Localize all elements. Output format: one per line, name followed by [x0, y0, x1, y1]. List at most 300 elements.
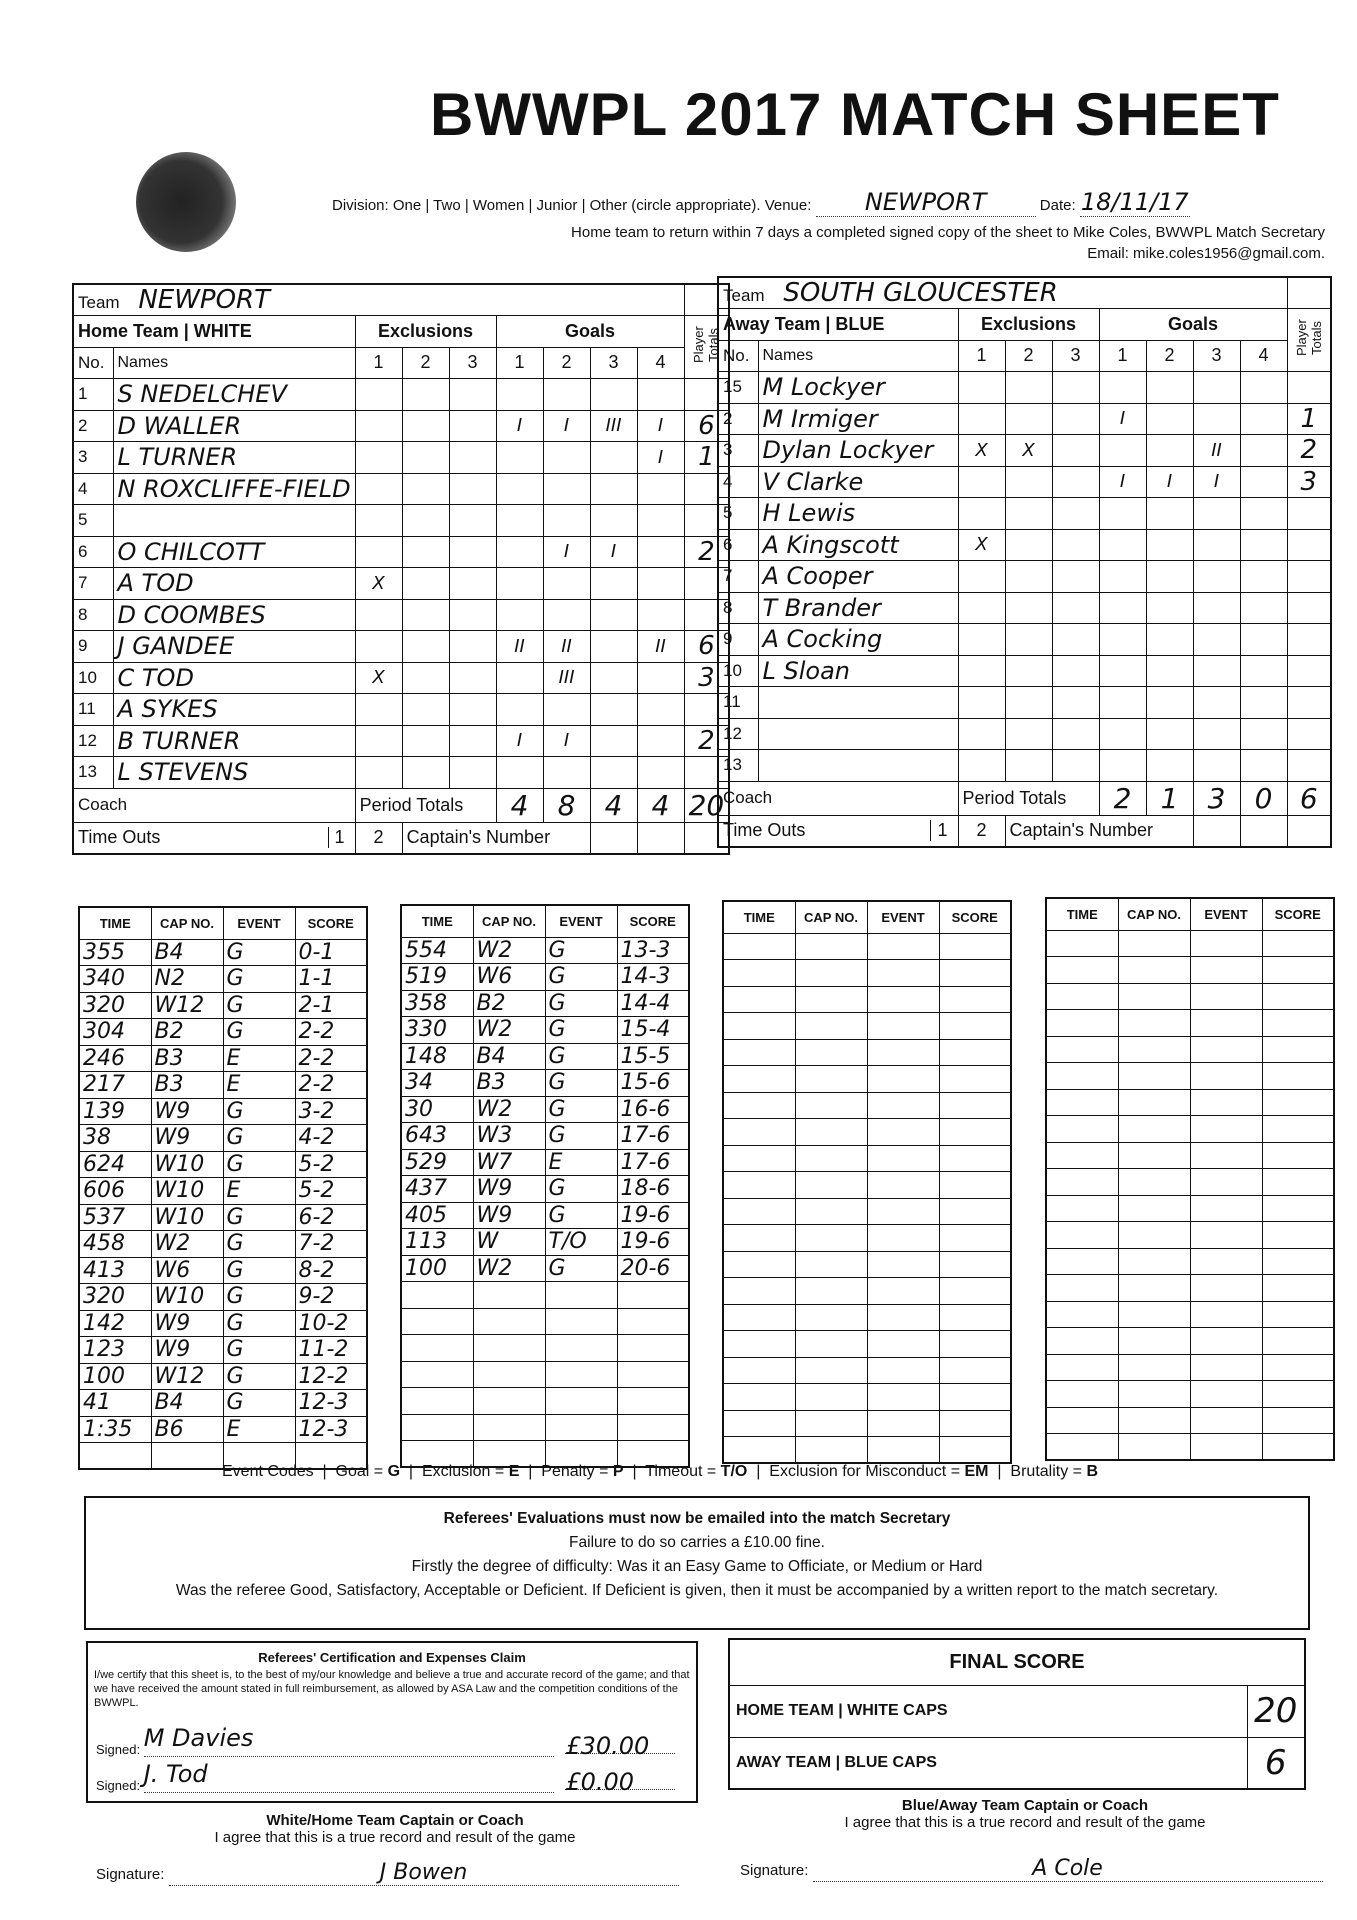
log-event[interactable] — [867, 1331, 939, 1358]
log-time[interactable]: 217 — [79, 1072, 151, 1099]
period-total[interactable]: 4 — [496, 788, 543, 822]
log-event[interactable]: G — [223, 1019, 295, 1046]
log-cap-no[interactable] — [1118, 1222, 1190, 1249]
log-time[interactable]: 38 — [79, 1125, 151, 1152]
goal-cell[interactable] — [1193, 592, 1240, 624]
log-time[interactable] — [1046, 1301, 1118, 1328]
date-field[interactable]: 18/11/17 — [1080, 188, 1189, 216]
log-time[interactable] — [723, 986, 795, 1013]
goal-cell[interactable] — [1146, 687, 1193, 719]
log-score[interactable] — [939, 933, 1011, 960]
goal-cell[interactable] — [1099, 435, 1146, 467]
player-name[interactable]: Dylan Lockyer — [758, 435, 958, 467]
log-time[interactable] — [1046, 1169, 1118, 1196]
log-score[interactable] — [1262, 1169, 1334, 1196]
goal-cell[interactable] — [1099, 655, 1146, 687]
player-total[interactable] — [1287, 529, 1331, 561]
goal-cell[interactable] — [1193, 750, 1240, 782]
log-time[interactable]: 34 — [401, 1070, 473, 1097]
log-cap-no[interactable] — [1118, 1434, 1190, 1461]
period-total[interactable]: 8 — [543, 788, 590, 822]
log-event[interactable]: G — [545, 1043, 617, 1070]
goal-cell[interactable] — [1146, 561, 1193, 593]
goal-cell[interactable] — [637, 757, 684, 789]
player-name[interactable] — [758, 718, 958, 750]
log-event[interactable]: G — [545, 964, 617, 991]
log-event[interactable]: G — [223, 1204, 295, 1231]
log-event[interactable] — [867, 1304, 939, 1331]
goal-cell[interactable] — [496, 568, 543, 600]
player-total[interactable]: 1 — [684, 442, 729, 474]
player-total[interactable]: 2 — [684, 725, 729, 757]
player-name[interactable]: A TOD — [113, 568, 355, 600]
log-score[interactable]: 5-2 — [295, 1178, 367, 1205]
log-event[interactable]: G — [223, 1390, 295, 1417]
log-score[interactable] — [1262, 1381, 1334, 1408]
referee-signature-1[interactable]: M Davies — [144, 1731, 554, 1757]
player-total[interactable] — [1287, 750, 1331, 782]
goal-cell[interactable] — [1099, 372, 1146, 404]
player-name[interactable]: B TURNER — [113, 725, 355, 757]
goal-cell[interactable] — [496, 694, 543, 726]
log-cap-no[interactable] — [1118, 1010, 1190, 1037]
goal-cell[interactable] — [496, 442, 543, 474]
log-score[interactable]: 12-3 — [295, 1390, 367, 1417]
log-time[interactable] — [1046, 1407, 1118, 1434]
log-score[interactable] — [1262, 1301, 1334, 1328]
exclusion-cell[interactable] — [958, 498, 1005, 530]
log-cap-no[interactable] — [1118, 1381, 1190, 1408]
log-time[interactable]: 113 — [401, 1229, 473, 1256]
goal-cell[interactable] — [1240, 529, 1287, 561]
exclusion-cell[interactable] — [449, 757, 496, 789]
log-time[interactable] — [723, 1384, 795, 1411]
player-name[interactable]: L STEVENS — [113, 757, 355, 789]
log-cap-no[interactable] — [795, 1225, 867, 1252]
log-time[interactable] — [401, 1388, 473, 1415]
log-event[interactable] — [1190, 1116, 1262, 1143]
log-time[interactable] — [401, 1335, 473, 1362]
exclusion-cell[interactable] — [958, 750, 1005, 782]
log-score[interactable] — [939, 1437, 1011, 1464]
player-name[interactable]: A Kingscott — [758, 529, 958, 561]
log-score[interactable]: 17-6 — [617, 1123, 689, 1150]
log-score[interactable] — [939, 960, 1011, 987]
goal-cell[interactable] — [590, 505, 637, 537]
exclusion-cell[interactable] — [402, 505, 449, 537]
goal-cell[interactable] — [637, 505, 684, 537]
log-cap-no[interactable] — [473, 1361, 545, 1388]
log-event[interactable] — [545, 1388, 617, 1415]
log-cap-no[interactable]: B4 — [151, 1390, 223, 1417]
log-event[interactable] — [545, 1282, 617, 1309]
goal-cell[interactable] — [1146, 529, 1193, 561]
exclusion-cell[interactable] — [1005, 750, 1052, 782]
log-cap-no[interactable]: W2 — [473, 1255, 545, 1282]
log-score[interactable]: 11-2 — [295, 1337, 367, 1364]
log-event[interactable]: G — [223, 992, 295, 1019]
log-time[interactable]: 30 — [401, 1096, 473, 1123]
log-event[interactable] — [1190, 1036, 1262, 1063]
log-event[interactable]: T/O — [545, 1229, 617, 1256]
log-time[interactable]: 437 — [401, 1176, 473, 1203]
player-name[interactable]: L TURNER — [113, 442, 355, 474]
exclusion-cell[interactable]: X — [958, 529, 1005, 561]
goal-cell[interactable] — [1146, 403, 1193, 435]
exclusion-cell[interactable] — [449, 442, 496, 474]
goal-cell[interactable] — [637, 599, 684, 631]
log-score[interactable] — [1262, 1248, 1334, 1275]
goal-cell[interactable]: I — [496, 725, 543, 757]
player-name[interactable]: D WALLER — [113, 410, 355, 442]
exclusion-cell[interactable] — [958, 624, 1005, 656]
log-score[interactable]: 14-4 — [617, 990, 689, 1017]
log-time[interactable] — [1046, 1010, 1118, 1037]
goal-cell[interactable]: I — [1099, 466, 1146, 498]
period-total[interactable]: 2 — [1099, 781, 1146, 815]
log-event[interactable] — [1190, 1328, 1262, 1355]
log-cap-no[interactable] — [795, 1331, 867, 1358]
log-event[interactable]: G — [223, 1310, 295, 1337]
log-score[interactable]: 19-6 — [617, 1229, 689, 1256]
log-event[interactable]: G — [223, 966, 295, 993]
log-time[interactable] — [1046, 1089, 1118, 1116]
log-cap-no[interactable]: W3 — [473, 1123, 545, 1150]
log-event[interactable] — [1190, 1354, 1262, 1381]
goal-cell[interactable] — [637, 694, 684, 726]
player-total[interactable]: 2 — [684, 536, 729, 568]
log-time[interactable] — [723, 1092, 795, 1119]
log-time[interactable]: 330 — [401, 1017, 473, 1044]
log-event[interactable]: G — [545, 1096, 617, 1123]
log-score[interactable]: 8-2 — [295, 1257, 367, 1284]
log-event[interactable]: G — [545, 990, 617, 1017]
log-cap-no[interactable] — [795, 1039, 867, 1066]
log-time[interactable] — [1046, 1142, 1118, 1169]
log-event[interactable] — [1190, 1169, 1262, 1196]
player-name[interactable]: S NEDELCHEV — [113, 379, 355, 411]
log-cap-no[interactable]: W2 — [151, 1231, 223, 1258]
log-cap-no[interactable]: B2 — [473, 990, 545, 1017]
log-score[interactable]: 17-6 — [617, 1149, 689, 1176]
goal-cell[interactable] — [1146, 498, 1193, 530]
player-name[interactable] — [758, 687, 958, 719]
log-cap-no[interactable] — [1118, 930, 1190, 957]
log-event[interactable] — [1190, 1248, 1262, 1275]
period-total[interactable]: 4 — [590, 788, 637, 822]
home-final-score[interactable]: 20 — [1247, 1685, 1305, 1737]
log-time[interactable] — [723, 1251, 795, 1278]
log-score[interactable] — [939, 1172, 1011, 1199]
log-event[interactable] — [1190, 1301, 1262, 1328]
captains-number-field[interactable] — [637, 822, 684, 854]
player-name[interactable]: A Cocking — [758, 624, 958, 656]
log-score[interactable]: 15-6 — [617, 1070, 689, 1097]
log-event[interactable]: G — [223, 1337, 295, 1364]
goal-cell[interactable]: II — [637, 631, 684, 663]
log-score[interactable]: 2-2 — [295, 1072, 367, 1099]
player-total[interactable]: 3 — [1287, 466, 1331, 498]
log-score[interactable] — [939, 1331, 1011, 1358]
exclusion-cell[interactable] — [402, 536, 449, 568]
exclusion-cell[interactable]: X — [1005, 435, 1052, 467]
log-score[interactable]: 20-6 — [617, 1255, 689, 1282]
log-event[interactable] — [867, 1013, 939, 1040]
log-cap-no[interactable] — [795, 1410, 867, 1437]
log-score[interactable] — [939, 986, 1011, 1013]
log-cap-no[interactable] — [795, 1145, 867, 1172]
log-score[interactable] — [939, 1251, 1011, 1278]
log-time[interactable]: 624 — [79, 1151, 151, 1178]
goal-cell[interactable] — [1099, 498, 1146, 530]
exclusion-cell[interactable] — [1005, 655, 1052, 687]
exclusion-cell[interactable] — [1052, 372, 1099, 404]
log-event[interactable] — [1190, 1089, 1262, 1116]
goal-cell[interactable] — [496, 599, 543, 631]
exclusion-cell[interactable] — [1052, 466, 1099, 498]
log-time[interactable] — [723, 1119, 795, 1146]
exclusion-cell[interactable] — [1052, 529, 1099, 561]
log-cap-no[interactable] — [795, 960, 867, 987]
log-time[interactable]: 340 — [79, 966, 151, 993]
goal-cell[interactable] — [1240, 403, 1287, 435]
goal-cell[interactable] — [637, 536, 684, 568]
log-time[interactable]: 320 — [79, 992, 151, 1019]
goal-cell[interactable]: I — [543, 536, 590, 568]
log-time[interactable] — [723, 960, 795, 987]
log-cap-no[interactable]: W9 — [151, 1337, 223, 1364]
log-time[interactable] — [401, 1282, 473, 1309]
player-total[interactable] — [1287, 592, 1331, 624]
log-event[interactable] — [1190, 1063, 1262, 1090]
log-cap-no[interactable]: W6 — [473, 964, 545, 991]
goal-cell[interactable] — [590, 473, 637, 505]
goal-cell[interactable] — [496, 536, 543, 568]
log-time[interactable]: 643 — [401, 1123, 473, 1150]
goal-cell[interactable]: II — [543, 631, 590, 663]
goal-cell[interactable] — [1240, 592, 1287, 624]
log-event[interactable]: G — [223, 1125, 295, 1152]
exclusion-cell[interactable] — [449, 662, 496, 694]
exclusion-cell[interactable] — [402, 473, 449, 505]
log-time[interactable] — [1046, 957, 1118, 984]
log-score[interactable]: 9-2 — [295, 1284, 367, 1311]
log-cap-no[interactable]: W — [473, 1229, 545, 1256]
exclusion-cell[interactable] — [402, 662, 449, 694]
exclusion-cell[interactable] — [355, 473, 402, 505]
exclusion-cell[interactable] — [449, 568, 496, 600]
exclusion-cell[interactable] — [449, 505, 496, 537]
exclusion-cell[interactable] — [1005, 529, 1052, 561]
log-cap-no[interactable] — [1118, 1354, 1190, 1381]
log-event[interactable] — [867, 1278, 939, 1305]
goal-cell[interactable] — [543, 694, 590, 726]
log-time[interactable]: 358 — [401, 990, 473, 1017]
goal-cell[interactable]: I — [543, 410, 590, 442]
log-score[interactable] — [617, 1414, 689, 1441]
goal-cell[interactable]: I — [496, 410, 543, 442]
log-time[interactable] — [1046, 1434, 1118, 1461]
goal-cell[interactable] — [590, 662, 637, 694]
log-cap-no[interactable]: W10 — [151, 1284, 223, 1311]
log-event[interactable] — [867, 1225, 939, 1252]
log-score[interactable]: 14-3 — [617, 964, 689, 991]
log-cap-no[interactable] — [1118, 1275, 1190, 1302]
log-event[interactable] — [1190, 957, 1262, 984]
log-event[interactable] — [1190, 1222, 1262, 1249]
log-score[interactable]: 2-1 — [295, 992, 367, 1019]
goal-cell[interactable]: I — [1193, 466, 1240, 498]
exclusion-cell[interactable] — [402, 757, 449, 789]
log-time[interactable] — [1046, 1036, 1118, 1063]
log-score[interactable] — [1262, 1116, 1334, 1143]
log-score[interactable] — [939, 1013, 1011, 1040]
goal-cell[interactable] — [1240, 435, 1287, 467]
log-score[interactable]: 1-1 — [295, 966, 367, 993]
exclusion-cell[interactable] — [1052, 435, 1099, 467]
log-event[interactable] — [545, 1335, 617, 1362]
goal-cell[interactable] — [496, 473, 543, 505]
player-total[interactable] — [1287, 561, 1331, 593]
log-score[interactable] — [939, 1092, 1011, 1119]
log-score[interactable] — [939, 1410, 1011, 1437]
log-score[interactable]: 4-2 — [295, 1125, 367, 1152]
log-score[interactable]: 18-6 — [617, 1176, 689, 1203]
goal-cell[interactable] — [1146, 718, 1193, 750]
log-time[interactable] — [723, 1198, 795, 1225]
away-captain-signature[interactable]: A Cole — [813, 1856, 1323, 1882]
log-score[interactable] — [1262, 1354, 1334, 1381]
venue-field[interactable]: NEWPORT — [816, 188, 1036, 217]
log-cap-no[interactable]: N2 — [151, 966, 223, 993]
log-score[interactable]: 0-1 — [295, 939, 367, 966]
log-cap-no[interactable] — [795, 1198, 867, 1225]
goal-cell[interactable]: I — [1146, 466, 1193, 498]
exclusion-cell[interactable] — [449, 410, 496, 442]
goal-cell[interactable] — [496, 505, 543, 537]
player-total[interactable] — [1287, 718, 1331, 750]
goal-cell[interactable] — [1099, 561, 1146, 593]
log-time[interactable]: 304 — [79, 1019, 151, 1046]
player-name[interactable]: L Sloan — [758, 655, 958, 687]
goal-cell[interactable] — [543, 379, 590, 411]
log-cap-no[interactable]: W10 — [151, 1151, 223, 1178]
player-total[interactable] — [1287, 624, 1331, 656]
player-total[interactable]: 6 — [684, 631, 729, 663]
log-cap-no[interactable] — [795, 1357, 867, 1384]
log-cap-no[interactable] — [1118, 1195, 1190, 1222]
log-cap-no[interactable]: B3 — [151, 1072, 223, 1099]
player-name[interactable]: V Clarke — [758, 466, 958, 498]
log-cap-no[interactable]: B4 — [151, 939, 223, 966]
log-event[interactable] — [867, 1384, 939, 1411]
time-out-2[interactable]: 2 — [958, 815, 1005, 847]
log-score[interactable]: 12-3 — [295, 1416, 367, 1443]
log-cap-no[interactable] — [795, 1251, 867, 1278]
log-score[interactable]: 2-2 — [295, 1045, 367, 1072]
log-score[interactable]: 16-6 — [617, 1096, 689, 1123]
goal-cell[interactable] — [496, 662, 543, 694]
goal-cell[interactable] — [637, 662, 684, 694]
log-cap-no[interactable] — [1118, 1089, 1190, 1116]
goal-cell[interactable] — [637, 473, 684, 505]
player-name[interactable]: J GANDEE — [113, 631, 355, 663]
log-time[interactable] — [401, 1308, 473, 1335]
period-total[interactable]: 4 — [637, 788, 684, 822]
goal-cell[interactable] — [1146, 592, 1193, 624]
exclusion-cell[interactable] — [355, 379, 402, 411]
log-cap-no[interactable] — [1118, 1328, 1190, 1355]
goal-cell[interactable] — [1240, 750, 1287, 782]
log-score[interactable] — [939, 1145, 1011, 1172]
exclusion-cell[interactable] — [355, 410, 402, 442]
log-score[interactable]: 12-2 — [295, 1363, 367, 1390]
log-time[interactable] — [723, 1357, 795, 1384]
log-score[interactable] — [617, 1308, 689, 1335]
exclusion-cell[interactable] — [958, 655, 1005, 687]
goal-cell[interactable] — [590, 599, 637, 631]
log-time[interactable]: 405 — [401, 1202, 473, 1229]
log-event[interactable] — [545, 1414, 617, 1441]
log-cap-no[interactable] — [473, 1414, 545, 1441]
player-total[interactable]: 2 — [1287, 435, 1331, 467]
goal-cell[interactable] — [543, 505, 590, 537]
log-score[interactable] — [1262, 1275, 1334, 1302]
grand-total[interactable]: 20 — [684, 788, 729, 822]
exclusion-cell[interactable] — [1052, 655, 1099, 687]
log-time[interactable] — [723, 1304, 795, 1331]
player-name[interactable]: D COOMBES — [113, 599, 355, 631]
goal-cell[interactable] — [590, 631, 637, 663]
player-name[interactable]: M Irmiger — [758, 403, 958, 435]
log-time[interactable] — [723, 1039, 795, 1066]
log-event[interactable]: G — [223, 939, 295, 966]
exclusion-cell[interactable] — [355, 725, 402, 757]
goal-cell[interactable] — [590, 379, 637, 411]
log-event[interactable]: G — [545, 1202, 617, 1229]
home-team-name[interactable]: NEWPORT — [138, 285, 270, 315]
log-cap-no[interactable]: W2 — [473, 937, 545, 964]
log-event[interactable] — [1190, 1434, 1262, 1461]
log-score[interactable]: 7-2 — [295, 1231, 367, 1258]
log-score[interactable]: 10-2 — [295, 1310, 367, 1337]
log-score[interactable] — [617, 1282, 689, 1309]
log-time[interactable] — [723, 1437, 795, 1464]
goal-cell[interactable] — [1099, 592, 1146, 624]
exclusion-cell[interactable] — [1052, 624, 1099, 656]
log-time[interactable] — [723, 1225, 795, 1252]
away-team-name[interactable]: SOUTH GLOUCESTER — [783, 278, 1058, 308]
log-cap-no[interactable] — [151, 1443, 223, 1470]
log-event[interactable]: G — [545, 1123, 617, 1150]
log-score[interactable]: 13-3 — [617, 937, 689, 964]
log-event[interactable]: G — [223, 1257, 295, 1284]
exclusion-cell[interactable] — [402, 599, 449, 631]
exclusion-cell[interactable] — [355, 694, 402, 726]
exclusion-cell[interactable] — [1052, 592, 1099, 624]
exclusion-cell[interactable] — [449, 631, 496, 663]
log-cap-no[interactable] — [795, 933, 867, 960]
log-event[interactable]: G — [545, 1176, 617, 1203]
log-time[interactable]: 142 — [79, 1310, 151, 1337]
log-time[interactable]: 139 — [79, 1098, 151, 1125]
log-event[interactable] — [867, 1357, 939, 1384]
exclusion-cell[interactable] — [449, 599, 496, 631]
log-event[interactable] — [1190, 1381, 1262, 1408]
goal-cell[interactable] — [1099, 624, 1146, 656]
time-out-1[interactable]: 1 — [328, 827, 351, 848]
log-time[interactable] — [1046, 1354, 1118, 1381]
